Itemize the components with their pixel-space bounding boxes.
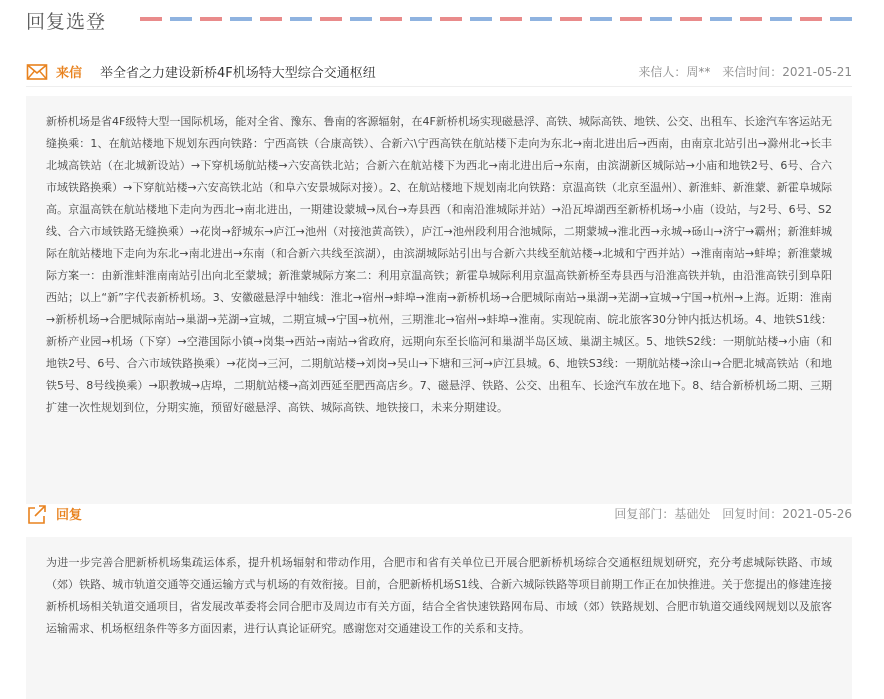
letter-subject: 举全省之力建设新桥4F机场特大型综合交通枢纽 xyxy=(100,66,376,81)
reply-content xyxy=(26,537,852,699)
reply-body: 为进一步完善合肥新桥机场集疏运体系，提升机场辐射和带动作用，合肥市和省有关单位已开展合肥新桥机场综合交通枢纽规划研究，充分考虑城际铁路、市域（郊）铁路、城市轨道交通等交通运输方式与机场的有效衔接。目前，合肥新桥机场S1线、合新六城际铁路等项目前期工作正在加快推进。关于您提出的修建连接新桥机场相关轨道交通项目，省发展改革委将会同合肥市及周边市有关方面，结合全省快速铁路网布局、市域（郊）铁路规划、合肥市轨道交通线网规划以及旅客运输需求、机场枢纽条件等多方面因素，进行认真论证研究。感谢您对交通建设工作的关系和支持。 xyxy=(46,556,832,635)
reply-arrow-icon xyxy=(26,503,48,525)
sender-label: 来信人： xyxy=(638,65,687,79)
letter-tag: 来信 xyxy=(56,66,83,81)
letter-content xyxy=(26,96,852,504)
reply-header xyxy=(26,500,852,526)
reply-date-label: 回复时间： xyxy=(722,507,783,521)
letter-body: 新桥机场是省4F级特大型一国际机场，能对全省、豫东、鲁南的客源辐射，在4F新桥机场实现磁悬浮、高铁、城际高铁、地铁、公交、出租车、长途汽车客运站无缝换乘：1、在航站楼地下规划东西向铁路：宁西高铁（合康高铁）、合新六\宁西高铁在航站楼下走向为东北→南北进出后→西南，由南京北站引出→滁州北→长丰北城高铁站（在北城新设站）→下穿机场航站楼→六安高铁北站；合新六在航站楼下为西北→南北进出后→东南，由滨湖新区城际站→小庙和地铁2号、6号、合六市域铁路换乘）→下穿航站楼→六安高铁北站（和阜六安景城际对接）。2、在航站楼地下规划南北向铁路：京温高铁（北京至温州）、新淮蚌、新淮蒙、新霍阜城际高。京温高铁在航站楼地下走向为西北→南北进出，一期建设蒙城→凤台→寿县西（和南沿淮城际并站）→沿瓦埠湖西至新桥机场→小庙（设站，与2号、6号、S2线、合六市域铁路无缝换乘）→花岗→舒城东→庐江→池州（对接池黄高铁），庐江→池州段利用合池城际，二期蒙城→淮北西→永城→砀山→济宁→霸州；新淮蚌城际在航站楼地下走向为东北→南北进出→东南（和合新六共线至滨湖），由滨湖城际站引出与合新六共线至航站楼→北城和宁西并站）→淮南南站→蚌埠；新淮蒙城际方案一：由新淮蚌淮南南站引出向北至蒙城；新淮蒙城际方案二：利用京温高铁；新霍阜城际利用京温高铁新桥至寿县西与沿淮高铁并轨，由沿淮高铁引到阜阳西站；以上“新”字代表新桥机场。3、安徽磁悬浮中轴线：淮北→宿州→蚌埠→淮南→新桥机场→合肥城际南站→巢湖→芜湖→宣城→宁国→杭州→上海。近期：淮南→新桥机场→合肥城际南站→巢湖→芜湖→宣城，二期宣城→宁国→杭州，三期淮北→宿州→蚌埠→淮南。实现皖南、皖北旅客30分钟内抵达机场。4、地铁S1线：新桥产业园→机场（下穿）→空港国际小镇→岗集→西站→南站→省政府，远期向东至长临河和巢湖半岛区域、巢湖主城区。5、地铁S2线：一期航站楼→小庙（和地铁2号、6号、合六市域铁路换乘）→花岗→三河，二期航站楼→刘岗→吴山→下塘和三河→庐江县城。6、地铁S3线：一期航站楼→涂山→合肥北城高铁站（和地铁5号、8号线换乘）→职教城→店埠，二期航站楼→高刘西延至肥西高店乡。7、磁悬浮、铁路、公交、出租车、长途汽车放在地下。8、结合新桥机场二期、三期扩建一次性规划到位，分期实施，预留好磁悬浮、高铁、城际高铁、地铁接口，未来分期建设。 xyxy=(46,115,832,414)
reply-tag: 回复 xyxy=(56,508,83,523)
letter-date: 2021-05-21 xyxy=(782,65,852,79)
reply-meta xyxy=(614,505,852,522)
sender-name: 周** xyxy=(686,65,711,79)
page-title: 回复选登 xyxy=(26,11,107,33)
letter-meta xyxy=(638,63,852,80)
letter-header xyxy=(26,58,852,87)
reply-date: 2021-05-26 xyxy=(782,507,852,521)
reply-dept: 基础处 xyxy=(674,507,711,521)
reply-dept-label: 回复部门： xyxy=(614,507,675,521)
decorative-divider xyxy=(140,17,852,21)
letter-date-label: 来信时间： xyxy=(722,65,783,79)
page-header xyxy=(0,0,884,40)
envelope-icon xyxy=(26,61,48,83)
